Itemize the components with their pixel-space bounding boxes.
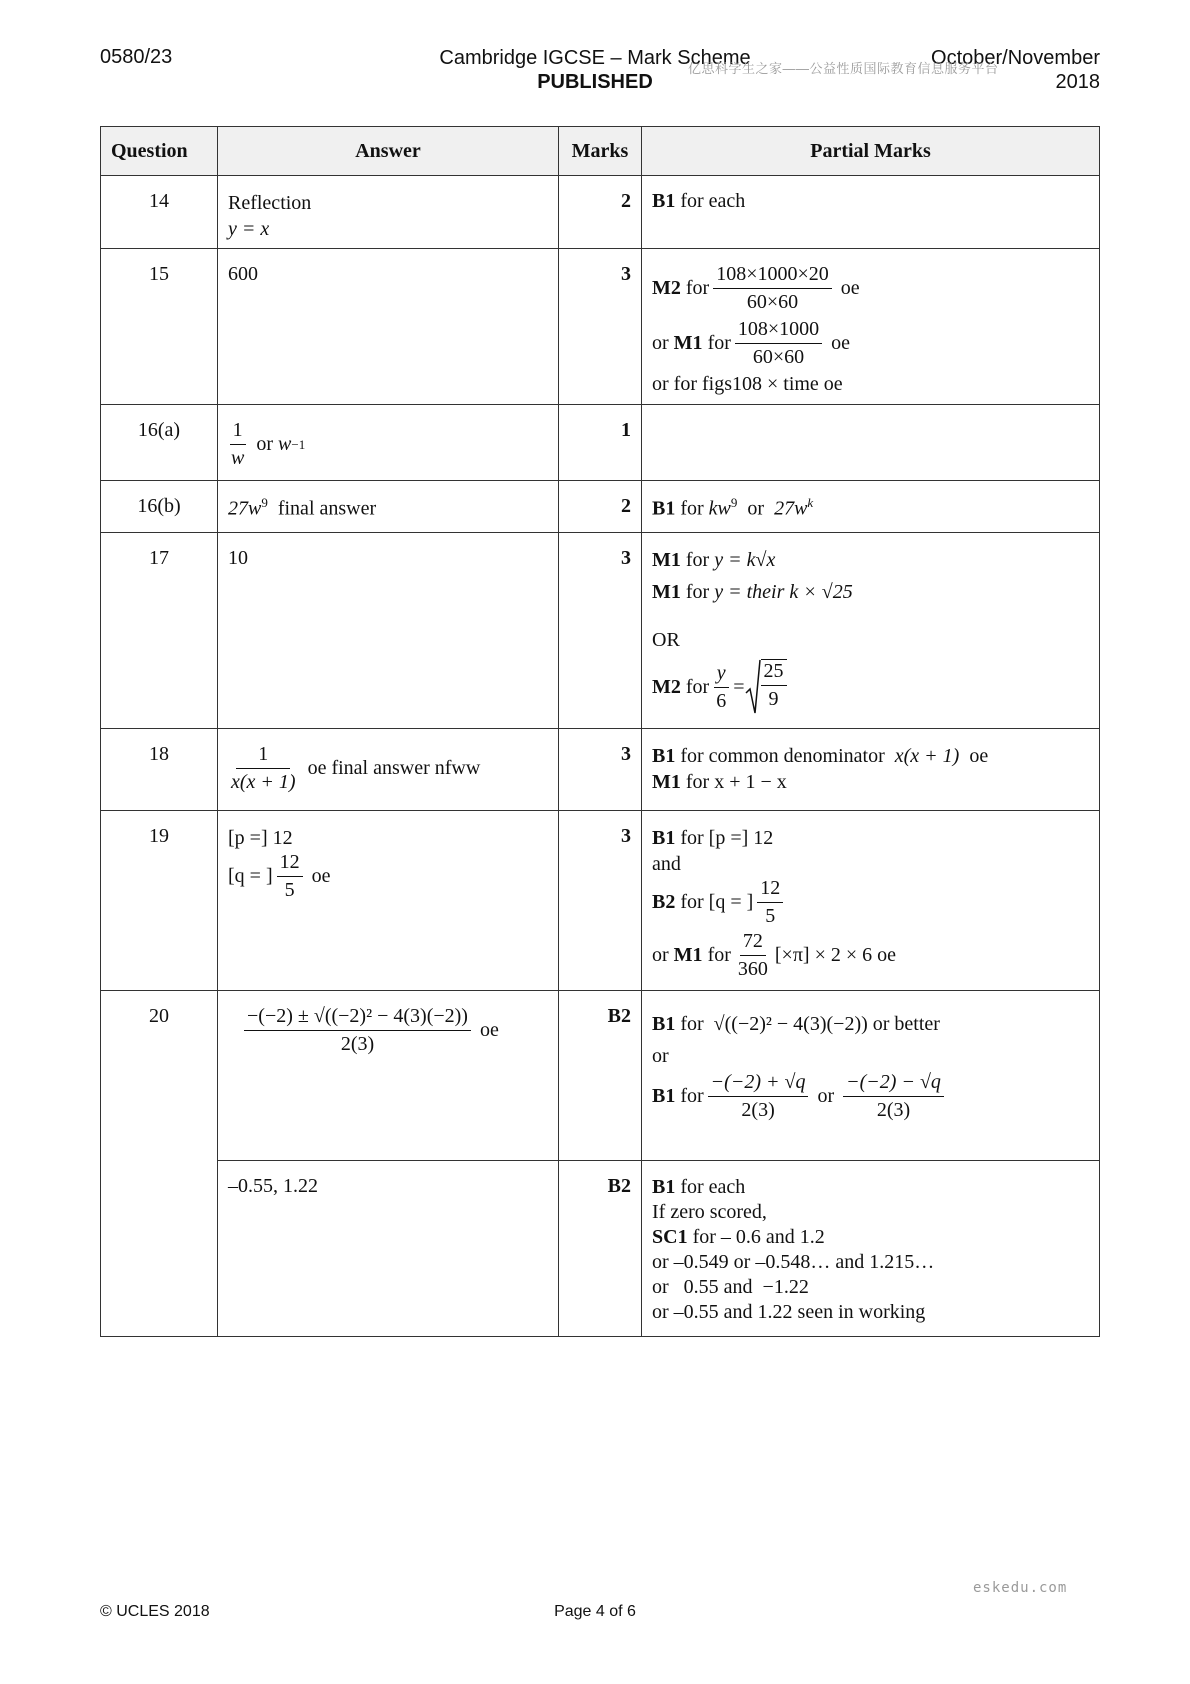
partial-marks-cell: [642, 729, 1100, 811]
marks-value: 3: [559, 729, 642, 811]
fraction-numerator: −(−2) + √q: [708, 1071, 809, 1097]
table-row-q17: [101, 533, 1100, 729]
partial-line: [652, 877, 1089, 928]
partial-line: [652, 547, 1089, 573]
partial-marks-cell: [642, 991, 1100, 1161]
partial-text: for [q = ]: [680, 891, 754, 913]
exponent: k: [807, 495, 814, 510]
fraction: [761, 659, 787, 715]
marks-value: 2: [559, 481, 642, 533]
partial-line: [652, 769, 1089, 795]
table-row-q20-roots: [101, 1161, 1100, 1337]
math-expression: y = their k × √25: [714, 581, 853, 603]
partial-text: for – 0.6 and 1.2: [692, 1226, 825, 1248]
answer-cell: [218, 729, 559, 811]
fraction: [228, 419, 247, 470]
mark-code: B1: [652, 1176, 676, 1198]
marks-value: B2: [559, 991, 642, 1161]
mark-code: M2: [652, 675, 681, 698]
partial-marks-cell: [642, 481, 1100, 533]
partial-line: [652, 263, 1089, 314]
radical-sign-icon: [745, 659, 761, 715]
partial-line: [652, 825, 1089, 851]
partial-text: [×π] × 2 × 6 oe: [774, 944, 897, 966]
fraction: [228, 743, 299, 794]
answer-text: oe: [311, 865, 331, 887]
partial-text: or: [652, 332, 669, 354]
copyright-notice: © UCLES 2018: [100, 1603, 210, 1620]
answer-cell: –0.55, 1.22: [218, 1161, 559, 1337]
marks-value: 3: [559, 533, 642, 729]
fraction: [708, 1071, 809, 1122]
question-number: 17: [101, 533, 218, 729]
answer-cell: 10: [218, 533, 559, 729]
fraction: [843, 1071, 944, 1122]
partial-text: or: [747, 497, 765, 520]
fraction-denominator: x(x + 1): [231, 771, 296, 793]
partial-marks-cell: [642, 176, 1100, 249]
fraction-denominator: 5: [284, 879, 295, 901]
answer-text: oe: [479, 1019, 499, 1041]
partial-text: for x + 1 − x: [685, 771, 787, 793]
table-row-q19: [101, 811, 1100, 991]
mark-code: B1: [652, 1013, 676, 1035]
table-row-q14: [101, 176, 1100, 249]
equals-sign: =: [733, 675, 745, 698]
fraction-denominator: 2(3): [876, 1099, 911, 1121]
partial-text: for: [707, 944, 731, 966]
published-label: PUBLISHED: [537, 71, 653, 93]
marks-value: 1: [559, 405, 642, 481]
marks-value: 3: [559, 811, 642, 991]
partial-text: for: [685, 581, 710, 603]
partial-marks-cell: [642, 405, 1100, 481]
marks-value: 3: [559, 249, 642, 405]
fraction-numerator: 12: [757, 877, 783, 903]
header-watermark: 亿思科学生之家——公益性质国际教育信息服务平台: [688, 61, 999, 76]
partial-line: [652, 1071, 1089, 1122]
partial-line: or –0.55 and 1.22 seen in working: [652, 1301, 926, 1323]
fraction-numerator: −(−2) − √q: [843, 1071, 944, 1097]
partial-text: or: [817, 1085, 835, 1107]
fraction-numerator: 108×1000: [735, 318, 822, 344]
partial-text: for [p =] 12: [680, 827, 774, 849]
fraction-numerator: 12: [277, 851, 303, 877]
answer-line: [p =] 12: [228, 827, 293, 849]
document-title: Cambridge IGCSE – Mark Scheme: [439, 47, 751, 69]
fraction-denominator: 6: [716, 689, 727, 712]
fraction-denominator: 60×60: [752, 346, 805, 368]
answer-line: Reflection: [228, 192, 312, 214]
answer-cell: [218, 991, 559, 1161]
fraction-numerator: 108×1000×20: [713, 263, 832, 289]
partial-text: oe: [840, 277, 860, 299]
mark-code: M1: [652, 771, 681, 793]
paper-code: 0580/23: [100, 46, 173, 68]
table-row-q16a: [101, 405, 1100, 481]
session-label: October/November: [931, 47, 1100, 69]
fraction: [757, 877, 783, 928]
exponent: 9: [261, 495, 268, 510]
question-number: 16(b): [101, 481, 218, 533]
partial-marks-cell: [642, 249, 1100, 405]
mark-scheme-table: [100, 126, 1100, 1337]
fraction: [735, 318, 822, 369]
mark-code: SC1: [652, 1226, 688, 1248]
partial-line: or –0.549 or –0.548… and 1.215…: [652, 1251, 935, 1273]
math-expression: y = k√x: [714, 549, 776, 571]
partial-text: oe: [969, 745, 989, 767]
partial-line: If zero scored,: [652, 1201, 767, 1223]
partial-line: or: [652, 1045, 669, 1067]
math-expression: x(x + 1): [894, 745, 960, 767]
fraction: [713, 662, 729, 713]
table-row-q15: [101, 249, 1100, 405]
fraction-denominator: w: [231, 447, 245, 469]
fraction: [277, 851, 303, 902]
answer-line: [228, 851, 548, 902]
answer-cell: [218, 481, 559, 533]
question-number: 19: [101, 811, 218, 991]
partial-line: and: [652, 853, 681, 875]
fraction: [713, 263, 832, 314]
partial-line: or for figs108 × time oe: [652, 373, 843, 395]
table-row-q16b: [101, 481, 1100, 533]
math-expression: √((−2)² − 4(3)(−2)): [713, 1013, 868, 1035]
answer-text: 27w: [228, 497, 262, 520]
marks-value: 2: [559, 176, 642, 249]
partial-marks-cell: [642, 811, 1100, 991]
mark-code: B1: [652, 497, 676, 520]
fraction-numerator: 1: [236, 743, 290, 769]
mark-code: B1: [652, 745, 676, 767]
partial-text: kw: [708, 497, 731, 520]
column-header-answer: Answer: [218, 127, 559, 176]
partial-text: or: [652, 944, 669, 966]
partial-line: OR: [652, 629, 680, 651]
answer-line: y = x: [228, 218, 270, 240]
answer-line: [228, 419, 548, 470]
session-year: 2018: [1055, 71, 1100, 93]
partial-text: oe: [831, 332, 851, 354]
column-header-marks: Marks: [559, 127, 642, 176]
partial-text: for each: [680, 1176, 746, 1198]
mark-code: M1: [652, 549, 681, 571]
fraction-denominator: 2(3): [741, 1099, 775, 1121]
fraction-denominator: 9: [768, 688, 779, 710]
exponent: 9: [730, 495, 738, 510]
table-row-q18: [101, 729, 1100, 811]
answer-text: or: [256, 433, 274, 455]
answer-line: [228, 1005, 548, 1056]
partial-text: for: [707, 332, 731, 354]
partial-line: or 0.55 and −1.22: [652, 1276, 809, 1298]
question-number: 14: [101, 176, 218, 249]
column-header-question: Question: [101, 127, 218, 176]
partial-marks-cell: [642, 1161, 1100, 1337]
answer-text: w: [278, 433, 292, 455]
fraction-denominator: 360: [737, 958, 768, 980]
fraction-numerator: −(−2) ± √((−2)² − 4(3)(−2)): [244, 1005, 471, 1031]
fraction: [244, 1005, 471, 1056]
partial-marks-cell: [642, 533, 1100, 729]
fraction-denominator: 60×60: [746, 291, 799, 313]
mark-code: M1: [673, 944, 703, 966]
partial-line: [652, 1011, 1089, 1037]
marks-value: B2: [559, 1161, 642, 1337]
partial-text: for: [685, 277, 710, 299]
partial-text: for: [685, 549, 710, 571]
partial-text: for common denominator: [680, 745, 885, 767]
answer-text: [q = ]: [228, 865, 273, 887]
partial-text: for: [680, 497, 704, 520]
answer-cell: 600: [218, 249, 559, 405]
column-header-partial-marks: Partial Marks: [642, 127, 1100, 176]
partial-line: [652, 1175, 1089, 1200]
partial-line: [652, 579, 1089, 605]
partial-text: or better: [872, 1013, 940, 1035]
square-root: [745, 659, 787, 715]
mark-code: B1: [652, 190, 676, 212]
partial-line: [652, 743, 1089, 769]
table-header-row: [101, 127, 1100, 176]
partial-line: [652, 659, 1089, 715]
answer-text: oe final answer nfww: [307, 757, 481, 779]
partial-text: for: [680, 1085, 704, 1107]
mark-code: M2: [652, 277, 681, 299]
mark-code: B1: [652, 827, 676, 849]
partial-line: [652, 1225, 1089, 1250]
question-number: 15: [101, 249, 218, 405]
partial-text: for each: [675, 190, 746, 212]
mark-code: B2: [652, 891, 676, 913]
fraction: [735, 930, 771, 981]
table-row-q20-formula: [101, 991, 1100, 1161]
partial-line: [652, 318, 1089, 369]
partial-text: for: [685, 675, 710, 698]
fraction-numerator: y: [714, 662, 729, 688]
answer-cell: [218, 176, 559, 249]
question-number: 16(a): [101, 405, 218, 481]
fraction-numerator: 72: [740, 930, 766, 956]
answer-text: final answer: [277, 497, 377, 520]
answer-cell: [218, 405, 559, 481]
mark-code: M1: [652, 581, 681, 603]
fraction-denominator: 5: [765, 905, 776, 927]
footer-watermark: eskedu.com: [973, 1580, 1068, 1596]
question-number: 18: [101, 729, 218, 811]
partial-text: 27w: [774, 497, 808, 520]
fraction-numerator: 1: [230, 419, 246, 445]
mark-code: M1: [673, 332, 703, 354]
fraction-numerator: 25: [761, 660, 787, 686]
mark-code: B1: [652, 1085, 676, 1107]
answer-cell: [218, 811, 559, 991]
exponent: −1: [291, 436, 306, 452]
partial-line: [652, 930, 1089, 981]
page-number: Page 4 of 6: [554, 1603, 636, 1620]
answer-line: [228, 743, 548, 794]
question-number: 20: [101, 991, 218, 1337]
fraction-denominator: 2(3): [340, 1033, 375, 1055]
partial-text: for: [680, 1013, 704, 1035]
